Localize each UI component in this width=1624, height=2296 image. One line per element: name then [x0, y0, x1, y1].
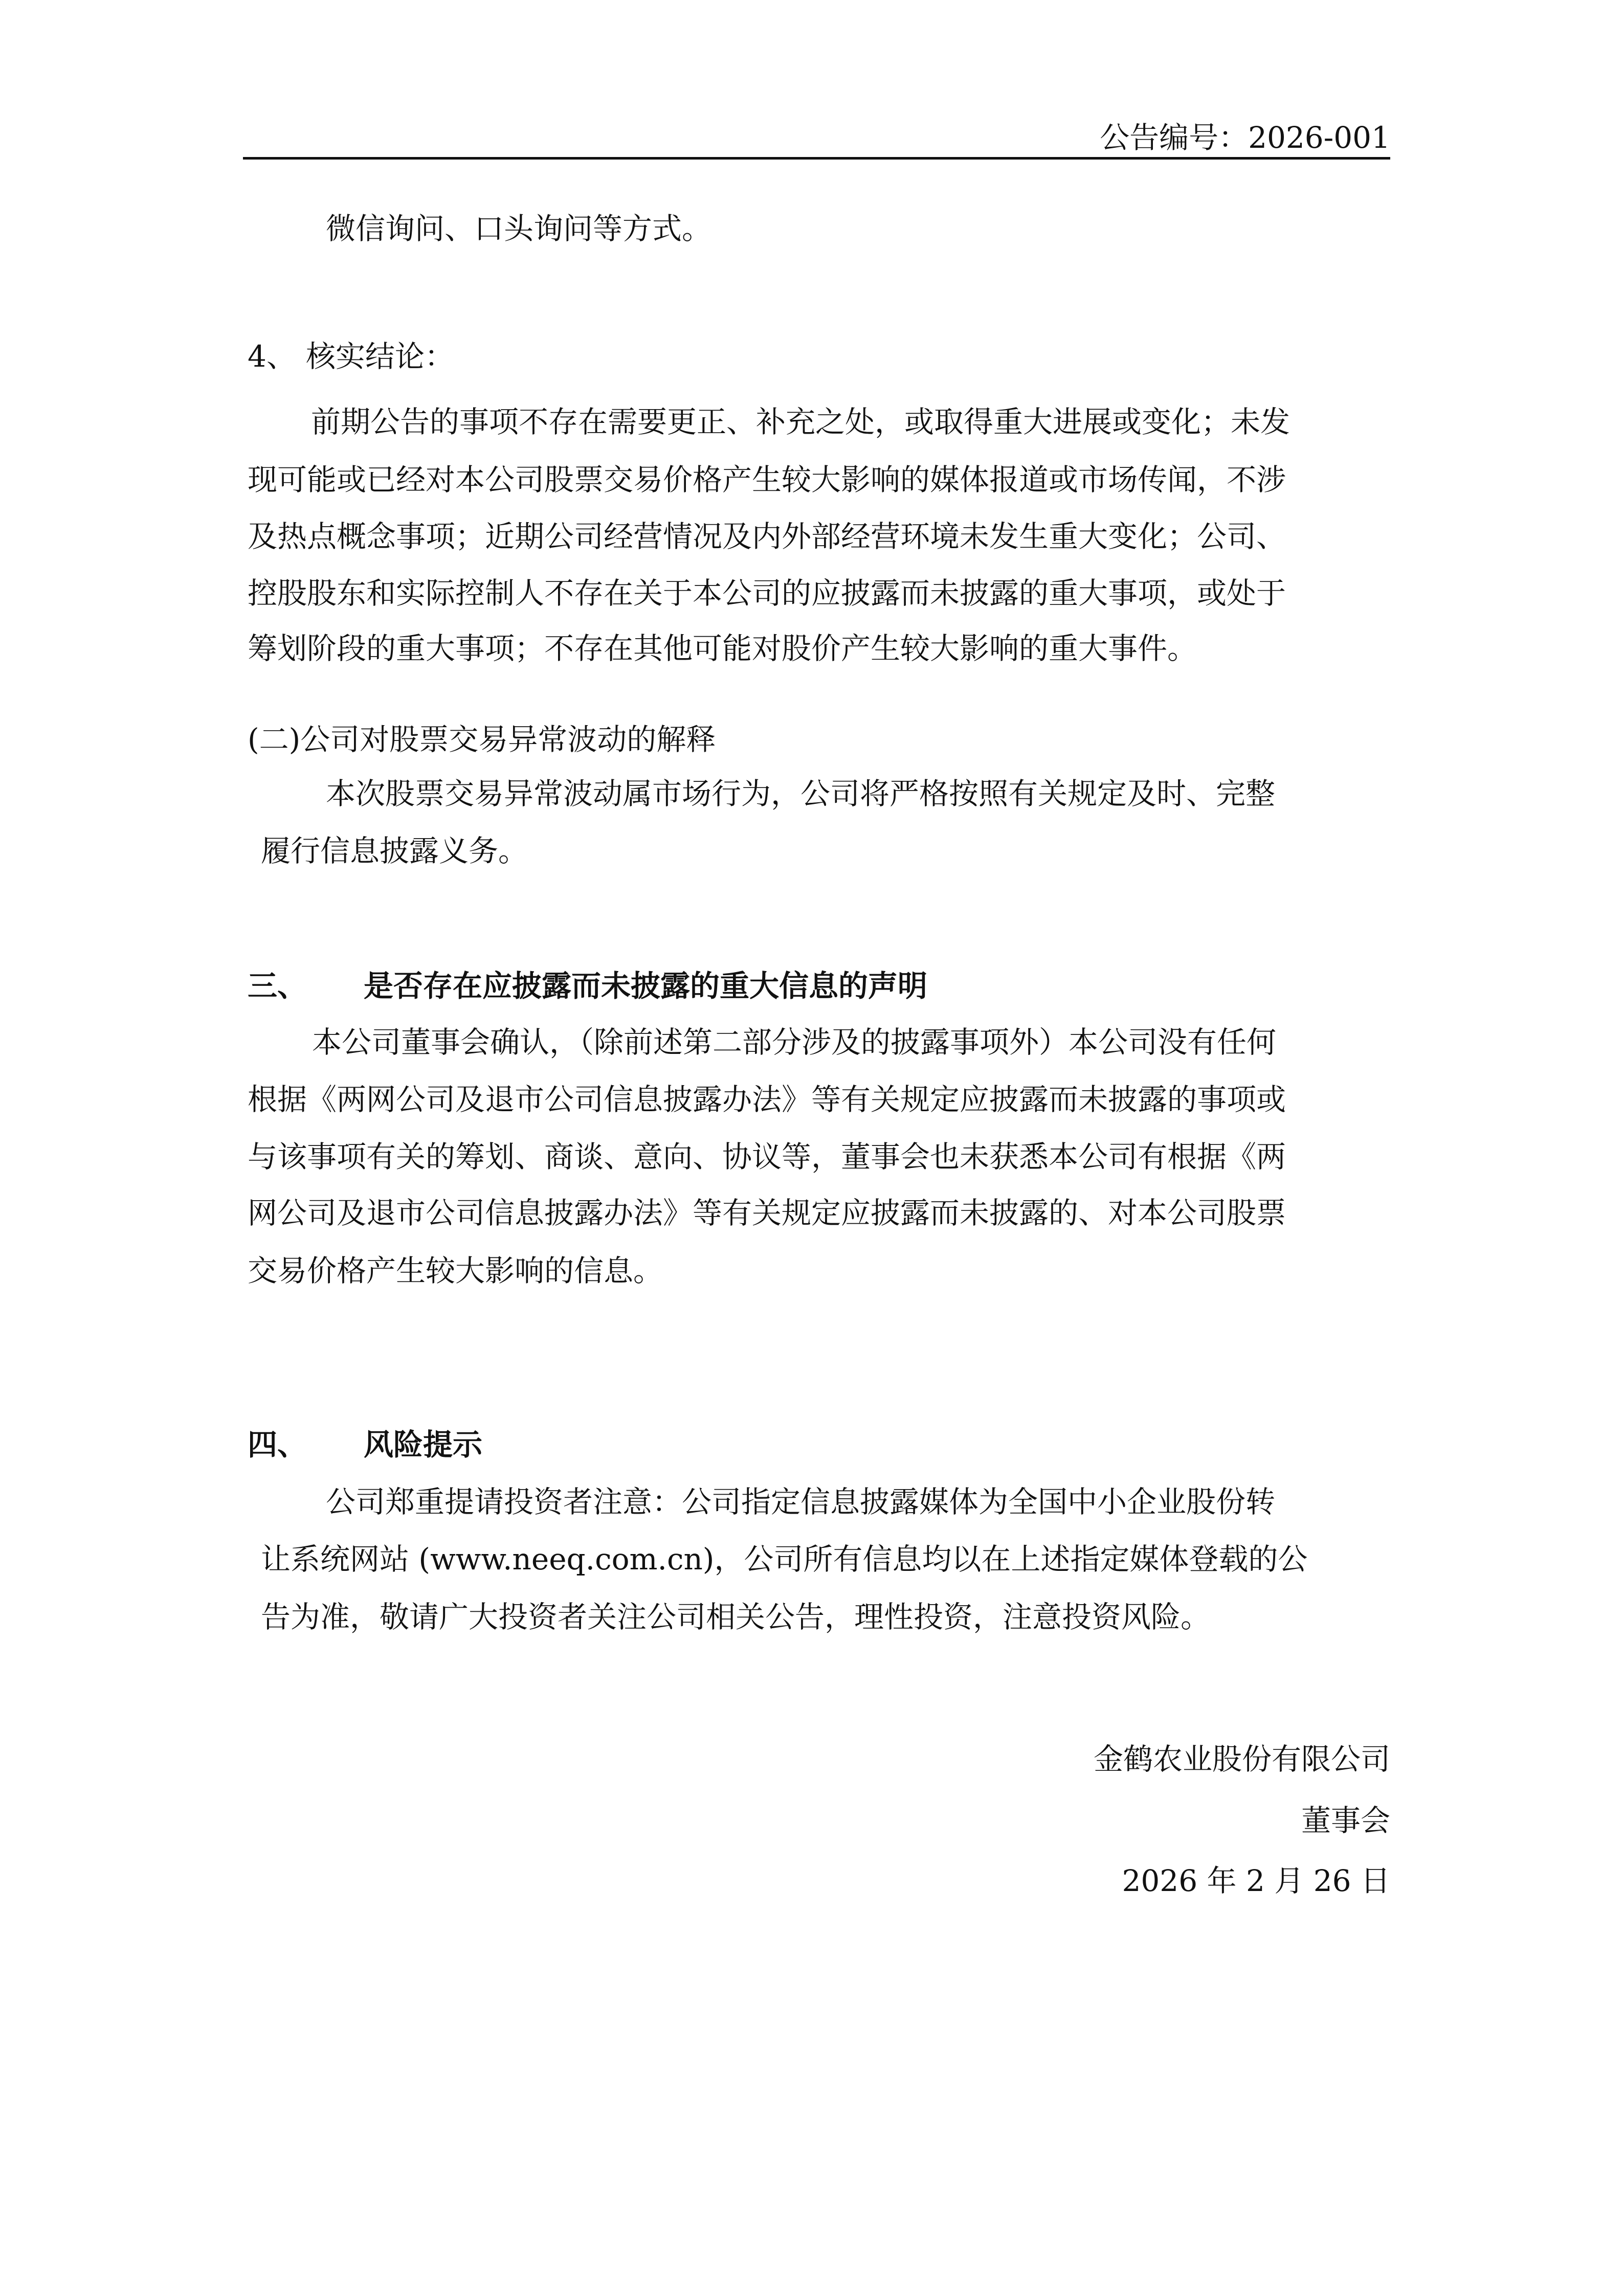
section4-line-2: 让系统网站 (www.neeq.com.cn)，公司所有信息均以在上述指定媒体登载的公 [261, 1542, 1308, 1577]
item4-label: 4、 [248, 339, 296, 374]
section3-line-5: 交易价格产生较大影响的信息。 [248, 1253, 663, 1288]
signature-board: 董事会 [1301, 1803, 1390, 1838]
section4-title: 风险提示 [364, 1427, 483, 1462]
section4-line-1: 公司郑重提请投资者注意：公司指定信息披露媒体为全国中小企业股份转 [326, 1484, 1276, 1519]
notice-number: 公告编号：2026-001 [1100, 120, 1390, 155]
section3-line-4: 网公司及退市公司信息披露办法》等有关规定应披露而未披露的、对本公司股票 [248, 1196, 1286, 1230]
section3-line-3: 与该事项有关的筹划、商谈、意向、协议等，董事会也未获悉本公司有根据《两 [248, 1139, 1286, 1174]
explanation-line-1: 本次股票交易异常波动属市场行为，公司将严格按照有关规定及时、完整 [326, 776, 1276, 811]
signature-date: 2026 年 2 月 26 日 [1122, 1863, 1390, 1898]
section3-number: 三、 [248, 969, 307, 1003]
conclusion-line-3: 及热点概念事项；近期公司经营情况及内外部经营环境未发生重大变化；公司、 [248, 519, 1286, 554]
subsection-2-title: (二)公司对股票交易异常波动的解释 [248, 722, 716, 757]
conclusion-line-5: 筹划阶段的重大事项；不存在其他可能对股价产生较大影响的重大事件。 [248, 631, 1197, 666]
conclusion-line-2: 现可能或已经对本公司股票交易价格产生较大影响的媒体报道或市场传闻，不涉 [248, 462, 1286, 497]
section4-line-3: 告为准，敬请广大投资者关注公司相关公告，理性投资，注意投资风险。 [261, 1600, 1211, 1634]
section3-line-2: 根据《两网公司及退市公司信息披露办法》等有关规定应披露而未披露的事项或 [248, 1082, 1286, 1117]
header-divider [243, 157, 1390, 160]
conclusion-line-4: 控股股东和实际控制人不存在关于本公司的应披露而未披露的重大事项，或处于 [248, 576, 1286, 611]
item4-title: 核实结论： [306, 339, 455, 374]
signature-company: 金鹤农业股份有限公司 [1093, 1742, 1390, 1776]
section3-line-1: 本公司董事会确认，（除前述第二部分涉及的披露事项外）本公司没有任何 [312, 1025, 1277, 1060]
body-line-continuation: 微信询问、口头询问等方式。 [326, 211, 712, 246]
conclusion-line-1: 前期公告的事项不存在需要更正、补充之处，或取得重大进展或变化；未发 [311, 404, 1291, 439]
explanation-line-2: 履行信息披露义务。 [261, 834, 528, 868]
section3-title: 是否存在应披露而未披露的重大信息的声明 [364, 969, 928, 1003]
section4-number: 四、 [248, 1427, 307, 1462]
